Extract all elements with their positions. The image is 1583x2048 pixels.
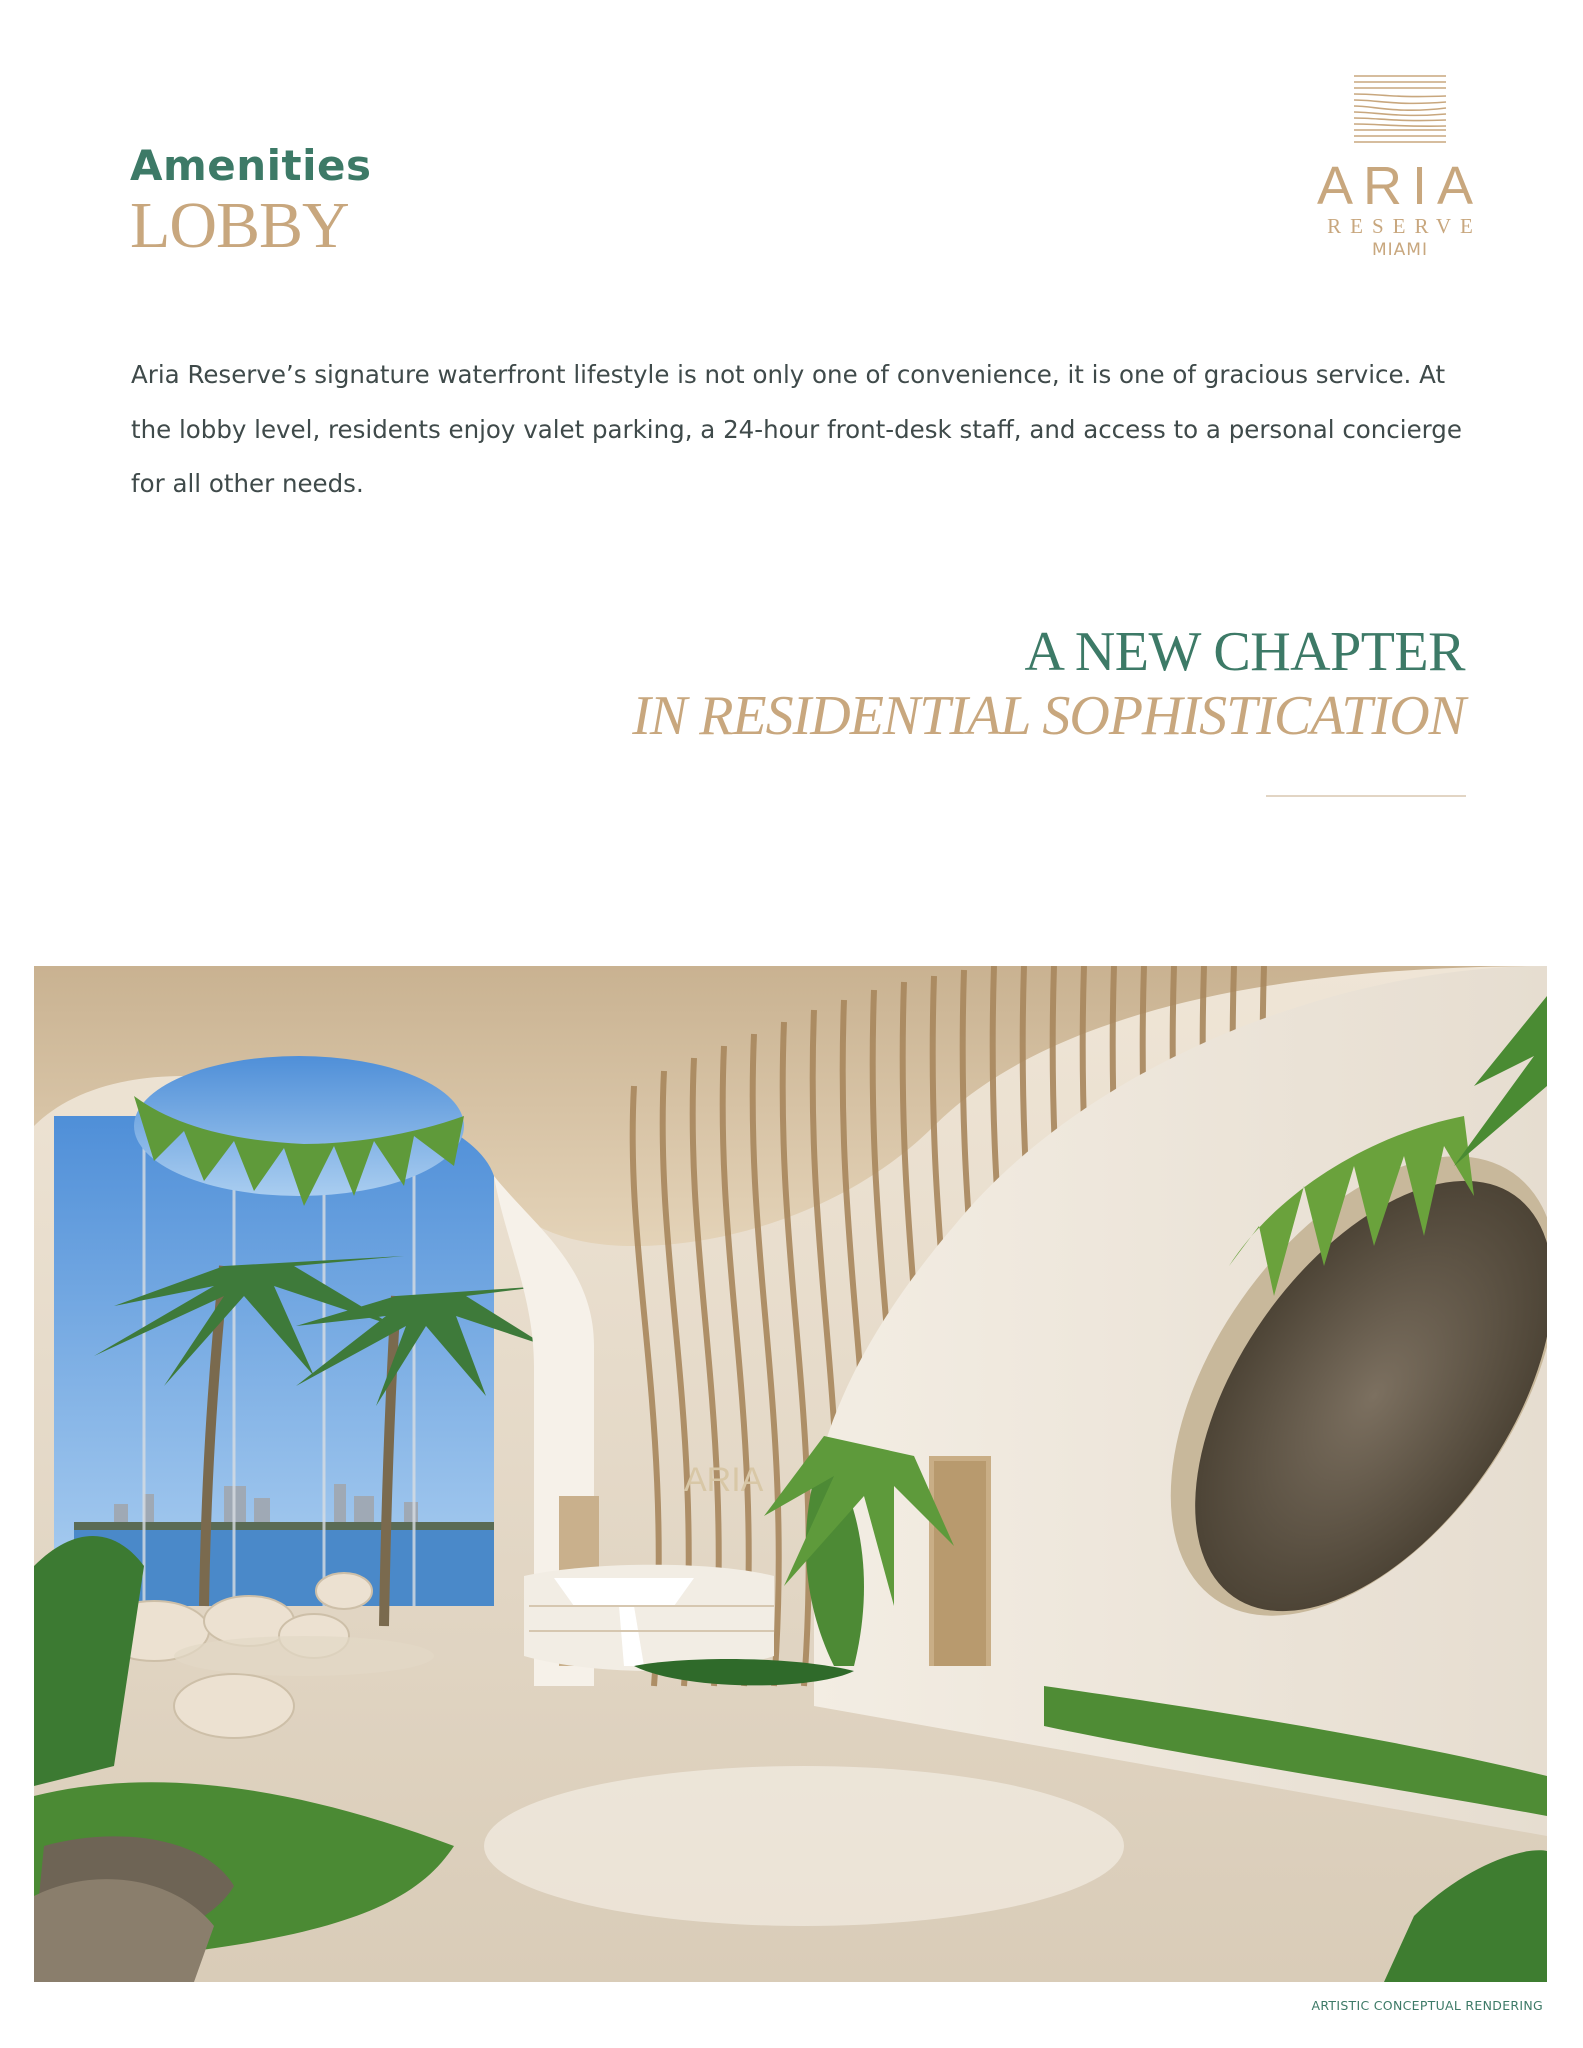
reception-wall-logo: ARIA [684,1461,764,1499]
heading-block [130,140,372,260]
image-caption: ARTISTIC CONCEPTUAL RENDERING [1311,1998,1543,2013]
tagline [632,620,1465,748]
lobby-illustration [34,966,1547,1982]
tagline-line-1: A NEW CHAPTER [1024,621,1465,683]
tagline-line-2: IN RESIDENTIAL SOPHISTICATION [632,685,1465,747]
wave-lines-icon [1352,72,1448,148]
lobby-rendering-image [34,966,1547,1982]
logo-city: MIAMI [1372,240,1428,260]
logo-subword: RESERVE [1327,214,1482,238]
brand-logo [1300,72,1500,262]
section-title: LOBBY [130,189,349,262]
logo-wordmark: ARIA [1316,156,1484,216]
intro-paragraph: Aria Reserve’s signature waterfront lifestyle is not only one of convenience, it is one of gracious service. At the lobby level, residents enjoy valet parking, a 24-hour front-desk staff, and access to a personal concierge for all other needs. [131,360,1462,498]
divider-rule [1266,795,1466,797]
section-label: Amenities [130,141,372,190]
